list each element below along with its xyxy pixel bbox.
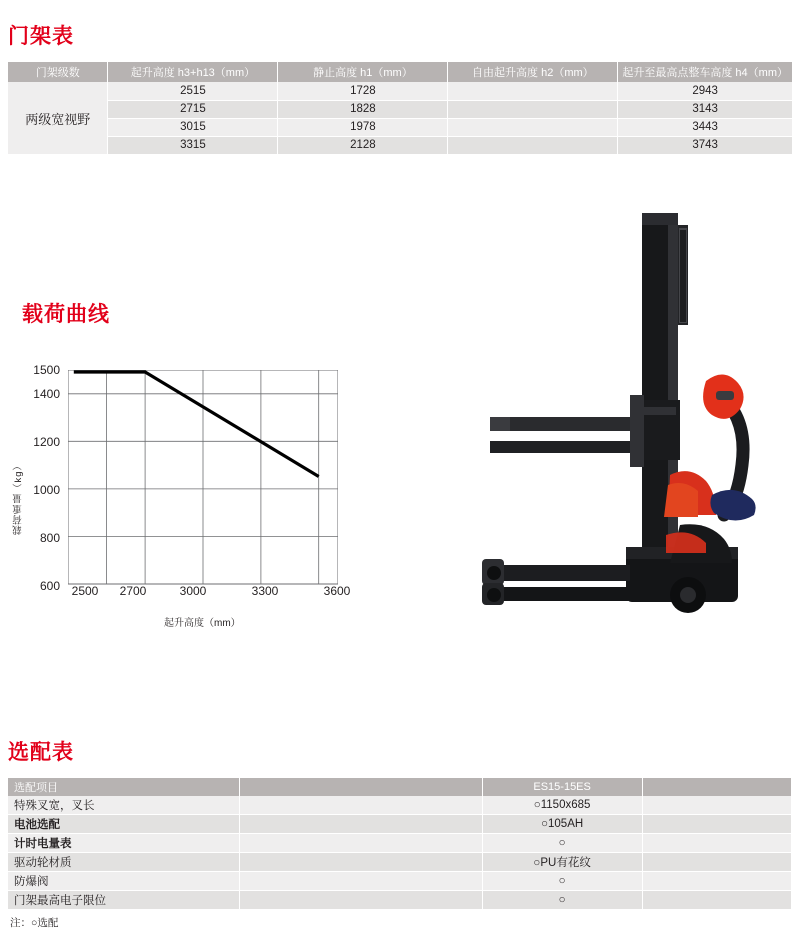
option-spacer-cell: [240, 796, 483, 815]
option-header-tail: [643, 778, 792, 796]
mast-cell-h2: [448, 118, 618, 136]
option-spacer-cell: [240, 834, 483, 853]
mast-header-free-lift: 自由起升高度 h2（mm）: [448, 62, 618, 82]
mast-header-grade: 门架级数: [8, 62, 108, 82]
option-item-name: 驱动轮材质: [8, 853, 240, 872]
mast-cell-h4: 2943: [618, 82, 792, 100]
mast-grade-label: 两级宽视野: [8, 82, 108, 154]
option-tail-cell: [643, 872, 792, 891]
mast-cell-h1: 1828: [278, 100, 448, 118]
table-row: [8, 891, 792, 910]
option-tail-cell: [643, 834, 792, 853]
option-spacer-cell: [240, 815, 483, 834]
option-header-item: 选配项目: [8, 778, 240, 796]
table-row: [8, 853, 792, 872]
chart-x-tick: 3300: [251, 584, 279, 598]
option-table: [8, 778, 792, 910]
load-curve-chart: [14, 352, 364, 642]
option-item-name: 防爆阀: [8, 872, 240, 891]
option-item-value: ○1150x685: [483, 796, 643, 815]
mast-header-closed-height: 静止高度 h1（mm）: [278, 62, 448, 82]
option-table-title: 选配表: [8, 741, 74, 764]
load-curve-title: 载荷曲线: [22, 303, 110, 326]
mast-header-lift-height: 起升高度 h3+h13（mm）: [108, 62, 278, 82]
option-tail-cell: [643, 891, 792, 910]
chart-x-tick: 3600: [323, 584, 351, 598]
table-row: [8, 118, 792, 136]
option-item-value: ○: [483, 891, 643, 910]
chart-y-axis-label: 载荷重量（kg）: [13, 460, 24, 536]
mast-cell-h1: 1728: [278, 82, 448, 100]
chart-y-tick: 1200: [33, 435, 60, 449]
chart-y-tick: 1400: [33, 387, 60, 401]
table-row: [8, 82, 792, 100]
option-spacer-cell: [240, 872, 483, 891]
option-item-value: ○: [483, 872, 643, 891]
option-tail-cell: [643, 796, 792, 815]
option-item-name: 特殊叉宽，叉长: [8, 796, 240, 815]
option-item-value: ○105AH: [483, 815, 643, 834]
mast-cell-h3: 2515: [108, 82, 278, 100]
table-row: [8, 834, 792, 853]
mast-table: [8, 62, 792, 155]
table-row: [8, 100, 792, 118]
table-row: [8, 796, 792, 815]
option-item-name: 电池选配: [8, 815, 240, 834]
chart-x-tick: 2700: [119, 584, 147, 598]
mast-table-title: 门架表: [8, 25, 74, 48]
mast-cell-h2: [448, 100, 618, 118]
option-item-name: 计时电量表: [8, 834, 240, 853]
product-photo-electric-stacker: [430, 195, 780, 625]
option-spacer-cell: [240, 853, 483, 872]
option-tail-cell: [643, 853, 792, 872]
mast-cell-h4: 3743: [618, 136, 792, 154]
mast-cell-h1: 1978: [278, 118, 448, 136]
table-row: [8, 136, 792, 154]
chart-plot-area: [68, 370, 338, 590]
mast-cell-h4: 3143: [618, 100, 792, 118]
table-row: [8, 872, 792, 891]
chart-x-tick: 2500: [71, 584, 99, 598]
mast-cell-h2: [448, 82, 618, 100]
mast-cell-h3: 3015: [108, 118, 278, 136]
option-item-value: ○: [483, 834, 643, 853]
option-header-spacer: [240, 778, 483, 796]
chart-y-tick: 1000: [33, 483, 60, 497]
mast-cell-h3: 2715: [108, 100, 278, 118]
option-tail-cell: [643, 815, 792, 834]
chart-y-tick: 600: [39, 579, 60, 593]
chart-x-tick: 3000: [179, 584, 207, 598]
option-item-name: 门架最高电子限位: [8, 891, 240, 910]
mast-cell-h3: 3315: [108, 136, 278, 154]
mast-cell-h1: 2128: [278, 136, 448, 154]
option-table-header-row: [8, 778, 792, 796]
option-spacer-cell: [240, 891, 483, 910]
mast-header-extended-height: 起升至最高点整车高度 h4（mm）: [618, 62, 792, 82]
option-header-model: ES15-15ES: [483, 778, 643, 796]
mast-cell-h2: [448, 136, 618, 154]
chart-y-tick: 1500: [33, 363, 60, 377]
chart-y-tick: 800: [39, 531, 60, 545]
option-table-note: 注：○选配: [10, 917, 59, 929]
mast-cell-h4: 3443: [618, 118, 792, 136]
option-item-value: ○PU有花纹: [483, 853, 643, 872]
table-row: [8, 815, 792, 834]
mast-table-header-row: [8, 62, 792, 82]
chart-x-axis-label: 起升高度（mm）: [164, 618, 241, 629]
